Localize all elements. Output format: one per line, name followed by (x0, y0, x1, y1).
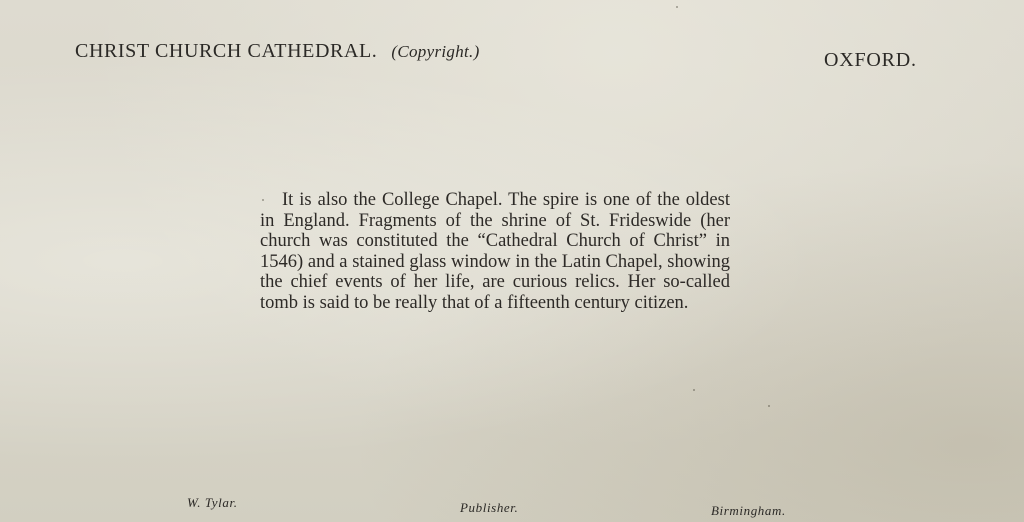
paper-speck (768, 405, 770, 407)
paper-speck (693, 389, 695, 391)
publisher-role: Publisher. (460, 500, 519, 515)
card-header (75, 40, 480, 63)
paper-speck (262, 199, 264, 201)
paper-speck (676, 6, 678, 8)
publisher-city: Birmingham. (711, 503, 786, 518)
copyright-notice: (Copyright.) (391, 42, 480, 61)
description-paragraph: It is also the College Chapel. The spire is one of the oldest in England. Fragments of the shrine of St. Frideswide (her church was constituted the “Cathedral Church of Christ” in 1546) and a stained glass window in the Latin Chapel, showing the chief events of her life, are curious relics. Her so-called tomb is said to be really that of a fifteenth century citizen. (260, 190, 730, 313)
location-label: OXFORD. (824, 49, 917, 71)
publisher-name: W. Tylar. (187, 495, 238, 510)
card-title: CHRIST CHURCH CATHEDRAL. (75, 40, 378, 62)
